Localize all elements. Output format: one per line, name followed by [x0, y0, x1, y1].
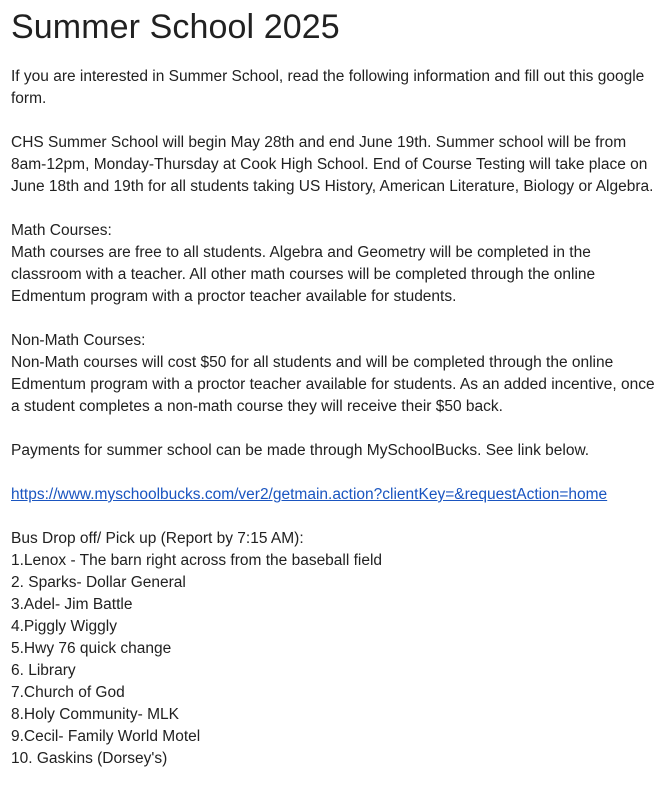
- nonmath-heading: Non-Math Courses:: [11, 332, 146, 349]
- bus-stop-item: 7.Church of God: [11, 684, 125, 701]
- spacer: [11, 198, 658, 220]
- schedule-paragraph: CHS Summer School will begin May 28th and end June 19th. Summer school will be from 8am-12pm, Monday-Thursday at Cook High School. End of Course Testing will take place on June 18th and 19th for all students taking US History, American Literature, Biology or Algebra.: [11, 134, 654, 195]
- spacer: [11, 418, 658, 440]
- bus-stop-item: 2. Sparks- Dollar General: [11, 574, 186, 591]
- bus-stop-item: 9.Cecil- Family World Motel: [11, 728, 201, 745]
- intro-paragraph: If you are interested in Summer School, read the following information and fill out this google form.: [11, 68, 645, 107]
- payments-paragraph: Payments for summer school can be made through MySchoolBucks. See link below.: [11, 442, 590, 459]
- nonmath-paragraph: Non-Math courses will cost $50 for all students and will be completed through the online Edmentum program with a proctor teacher available for students. As an added incentive, once a student completes a non-math course they will receive their $50 back.: [11, 354, 655, 415]
- page-content: [11, 66, 658, 770]
- spacer: [11, 506, 658, 528]
- bus-stop-item: 4.Piggly Wiggly: [11, 618, 117, 635]
- bus-heading: Bus Drop off/ Pick up (Report by 7:15 AM):: [11, 530, 304, 547]
- bus-stop-item: 5.Hwy 76 quick change: [11, 640, 172, 657]
- bus-stop-item: 6. Library: [11, 662, 76, 679]
- bus-stop-item: 1.Lenox - The barn right across from the baseball field: [11, 552, 383, 569]
- bus-stop-item: 10. Gaskins (Dorsey's): [11, 750, 168, 767]
- spacer: [11, 308, 658, 330]
- payment-link-line: [11, 484, 658, 506]
- spacer: [11, 462, 658, 484]
- math-paragraph: Math courses are free to all students. Algebra and Geometry will be completed in the classroom with a teacher. All other math courses will be completed through the online Edmentum program with a proctor teacher available for students.: [11, 244, 596, 305]
- bus-stop-list: [11, 550, 658, 770]
- myschoolbucks-link[interactable]: https://www.myschoolbucks.com/ver2/getmain.action?clientKey=&requestAction=home: [11, 486, 608, 503]
- bus-stop-item: 3.Adel- Jim Battle: [11, 596, 133, 613]
- bus-stop-item: 8.Holy Community- MLK: [11, 706, 179, 723]
- page-title: Summer School 2025: [11, 8, 340, 46]
- spacer: [11, 110, 658, 132]
- math-heading: Math Courses:: [11, 222, 112, 239]
